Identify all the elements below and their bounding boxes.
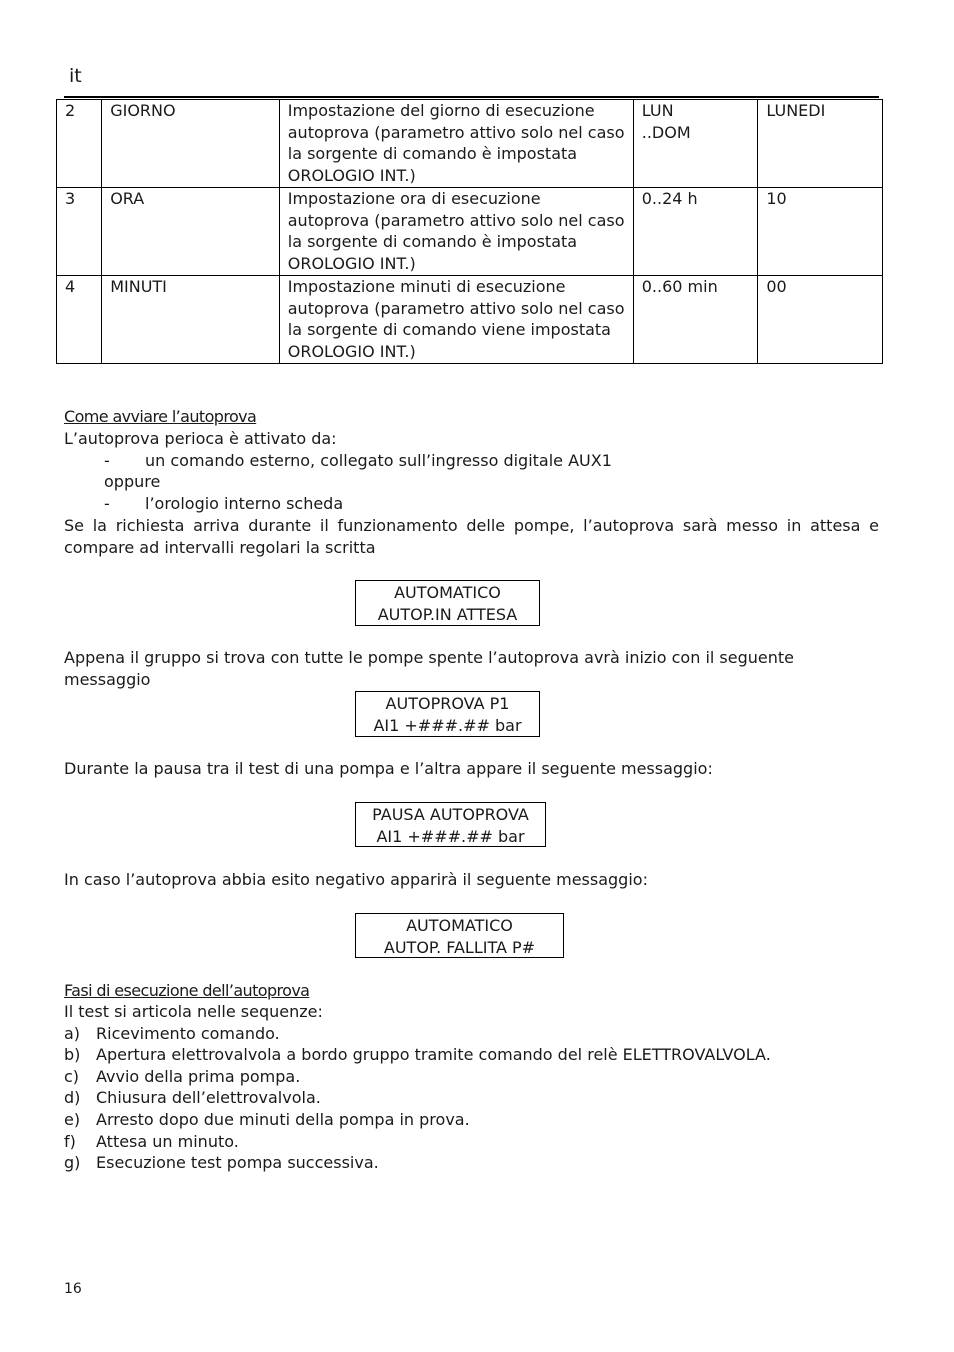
param-description: Impostazione minuti di esecuzione autoprova (parametro attivo solo nel caso la sorgente di comando viene impostata OROLOGIO INT.) bbox=[279, 276, 633, 364]
bullet-text: l’orologio interno scheda bbox=[145, 494, 344, 513]
param-description: Impostazione ora di esecuzione autoprova (parametro attivo solo nel caso la sorgente di comando è impostata OROLOGIO INT.) bbox=[279, 188, 633, 276]
parameters-table bbox=[56, 99, 883, 364]
step-text: Chiusura dell’elettrovalvola. bbox=[96, 1088, 321, 1107]
bullet-dash: - bbox=[104, 494, 110, 513]
sequence-step bbox=[64, 1023, 280, 1045]
param-number: 3 bbox=[57, 188, 102, 276]
section-heading-phases: Fasi di esecuzione dell’autoprova bbox=[64, 981, 310, 1000]
display-line: AUTOP. FALLITA P# bbox=[383, 937, 536, 957]
sequence-step bbox=[64, 1066, 300, 1088]
bullet-text: un comando esterno, collegato sull’ingresso digitale AUX1 bbox=[145, 451, 612, 470]
step-letter: e) bbox=[64, 1110, 81, 1129]
table-row bbox=[57, 276, 883, 364]
step-text: Esecuzione test pompa successiva. bbox=[96, 1153, 379, 1172]
display-message-pause bbox=[355, 802, 546, 847]
start-paragraph: Appena il gruppo si trova con tutte le pompe spente l’autoprova avrà inizio con il seguente messaggio bbox=[64, 648, 794, 689]
param-range bbox=[633, 276, 758, 364]
param-range-line: LUN bbox=[641, 101, 674, 120]
or-word: oppure bbox=[104, 472, 161, 491]
param-range-line: 0..60 min bbox=[641, 277, 718, 296]
step-letter: a) bbox=[64, 1024, 81, 1043]
param-name: MINUTI bbox=[102, 276, 280, 364]
step-text: Avvio della prima pompa. bbox=[96, 1067, 301, 1086]
header-rule bbox=[64, 96, 879, 98]
param-default: 00 bbox=[758, 276, 883, 364]
sequence-step bbox=[64, 1109, 470, 1131]
param-description: Impostazione del giorno di esecuzione autoprova (parametro attivo solo nel caso la sorgente di comando è impostata OROLOGIO INT.) bbox=[279, 100, 633, 188]
display-line: AI1 +###.## bar bbox=[376, 826, 525, 846]
display-line: AUTOMATICO bbox=[394, 583, 501, 602]
step-letter: f) bbox=[64, 1132, 76, 1151]
bullet-item bbox=[104, 450, 612, 472]
param-number: 2 bbox=[57, 100, 102, 188]
step-letter: d) bbox=[64, 1088, 81, 1107]
table-row bbox=[57, 100, 883, 188]
step-letter: c) bbox=[64, 1067, 80, 1086]
param-number: 4 bbox=[57, 276, 102, 364]
phases-intro: Il test si articola nelle sequenze: bbox=[64, 1002, 323, 1021]
param-range bbox=[633, 188, 758, 276]
pause-paragraph: Durante la pausa tra il test di una pompa e l’altra appare il seguente messaggio: bbox=[64, 759, 713, 778]
display-message-waiting bbox=[355, 580, 540, 626]
param-name: ORA bbox=[102, 188, 280, 276]
param-name: GIORNO bbox=[102, 100, 280, 188]
language-code: it bbox=[69, 65, 82, 87]
fail-paragraph: In caso l’autoprova abbia esito negativo apparirà il seguente messaggio: bbox=[64, 870, 648, 889]
display-line: AUTOP.IN ATTESA bbox=[377, 604, 518, 624]
section-heading-start: Come avviare l’autoprova bbox=[64, 407, 257, 426]
sequence-step bbox=[64, 1152, 379, 1174]
table-row bbox=[57, 188, 883, 276]
step-letter: g) bbox=[64, 1153, 81, 1172]
start-intro: L’autoprova perioca è attivato da: bbox=[64, 429, 337, 448]
param-range bbox=[633, 100, 758, 188]
display-message-fail bbox=[355, 913, 564, 958]
display-line: AI1 +###.## bar bbox=[373, 715, 522, 735]
display-line: PAUSA AUTOPROVA bbox=[372, 805, 529, 824]
waiting-paragraph: Se la richiesta arriva durante il funzionamento delle pompe, l’autoprova sarà messo in attesa e compare ad intervalli regolari la scritta bbox=[64, 516, 879, 557]
param-range-line: ..DOM bbox=[641, 122, 691, 142]
step-text: Arresto dopo due minuti della pompa in prova. bbox=[96, 1110, 470, 1129]
sequence-step bbox=[64, 1131, 239, 1153]
bullet-item bbox=[104, 493, 343, 515]
param-default: LUNEDI bbox=[758, 100, 883, 188]
step-letter: b) bbox=[64, 1045, 81, 1064]
display-message-running bbox=[355, 691, 540, 737]
step-text: Attesa un minuto. bbox=[96, 1132, 239, 1151]
display-line: AUTOPROVA P1 bbox=[385, 694, 510, 713]
page-number: 16 bbox=[64, 1281, 82, 1297]
param-range-line: 0..24 h bbox=[641, 189, 698, 208]
step-text: Apertura elettrovalvola a bordo gruppo tramite comando del relè ELETTROVALVOLA. bbox=[96, 1045, 771, 1064]
bullet-dash: - bbox=[104, 451, 110, 470]
step-text: Ricevimento comando. bbox=[96, 1024, 280, 1043]
sequence-step bbox=[64, 1044, 771, 1066]
sequence-step bbox=[64, 1087, 321, 1109]
display-line: AUTOMATICO bbox=[406, 916, 513, 935]
param-default: 10 bbox=[758, 188, 883, 276]
